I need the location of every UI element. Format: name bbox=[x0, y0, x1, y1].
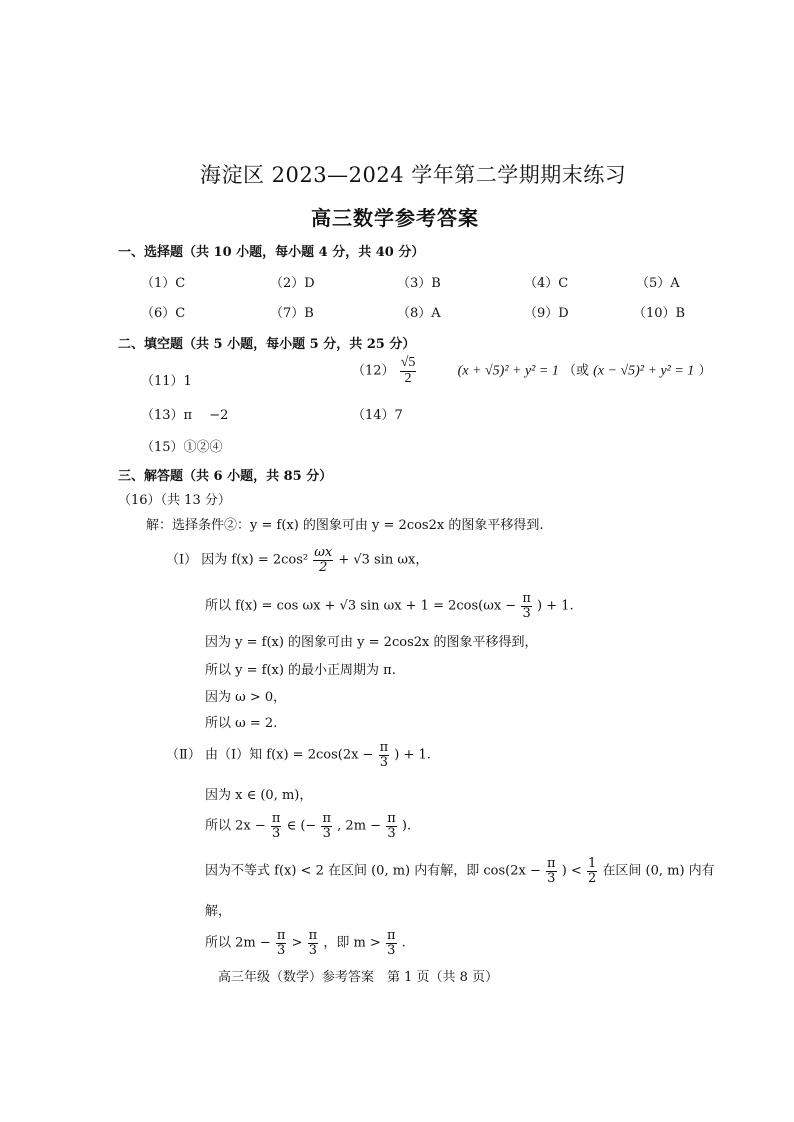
q12-close: ） bbox=[698, 363, 712, 379]
answer-item: （2）D bbox=[270, 276, 315, 291]
fraction-one-half bbox=[587, 857, 597, 885]
denominator: 3 bbox=[387, 825, 396, 841]
numerator: π bbox=[276, 928, 286, 943]
numerator: π bbox=[308, 928, 318, 943]
formula-text: , 2m − bbox=[337, 818, 382, 834]
denominator: 3 bbox=[379, 754, 388, 770]
part2-line6 bbox=[205, 929, 406, 957]
denominator: 2 bbox=[587, 870, 597, 886]
formula-text: . bbox=[401, 935, 406, 951]
part1-line6: 所以 ω = 2. bbox=[205, 716, 278, 731]
formula-text: 所以 f(x) = cos ωx + √3 sin ωx + 1 = 2cos(ωx − bbox=[205, 598, 517, 614]
part2-label: （Ⅱ） bbox=[166, 747, 201, 763]
part2-line3 bbox=[205, 812, 411, 840]
numerator: π bbox=[271, 811, 281, 826]
fraction-omega-x-over-2 bbox=[313, 546, 333, 574]
answer-item: （7）B bbox=[270, 306, 314, 321]
fraction-pi-over-3 bbox=[276, 929, 287, 957]
q12-numerator: √5 bbox=[400, 355, 416, 370]
answer-item: （10）B bbox=[633, 306, 686, 321]
numerator: 1 bbox=[587, 856, 597, 871]
page-subtitle: 高三数学参考答案 bbox=[311, 206, 479, 230]
fill-answer-11: （11）1 bbox=[141, 374, 192, 389]
denominator: 3 bbox=[522, 605, 531, 621]
fraction-pi-over-3 bbox=[386, 812, 397, 840]
answer-item: （4）C bbox=[524, 276, 569, 291]
formula-text: 所以 2m − bbox=[205, 935, 271, 951]
formula-text: ，即 m > bbox=[323, 935, 381, 951]
formula-text: > bbox=[291, 935, 303, 951]
fraction-pi-over-3 bbox=[321, 812, 332, 840]
part1-line5: 因为 ω > 0， bbox=[205, 690, 287, 705]
part2-line4 bbox=[205, 857, 715, 885]
part1-label: （Ⅰ） bbox=[166, 552, 198, 568]
denominator: 3 bbox=[308, 942, 318, 958]
formula-text: 所以 2x − bbox=[205, 818, 266, 834]
section-heading-solve: 三、解答题（共 6 小题，共 85 分） bbox=[118, 469, 333, 484]
fraction-pi-over-3 bbox=[546, 857, 557, 885]
formula-text: ) < bbox=[561, 863, 582, 879]
denominator: 3 bbox=[277, 942, 286, 958]
part1-line1 bbox=[166, 546, 428, 574]
section-heading-choice: 一、选择题（共 10 小题，每小题 4 分，共 40 分） bbox=[118, 245, 425, 260]
answer-item: （5）A bbox=[636, 276, 680, 291]
part2-line1 bbox=[166, 741, 431, 769]
q12-denominator: 2 bbox=[404, 370, 412, 386]
q12-or: （或 bbox=[562, 363, 589, 379]
denominator: 3 bbox=[322, 825, 331, 841]
fraction-pi-over-3 bbox=[521, 592, 532, 620]
question-16-title: （16）（共 13 分） bbox=[118, 493, 231, 508]
page-title: 海淀区 2023—2024 学年第二学期期末练习 bbox=[200, 163, 627, 187]
fill-answer-14: （14）7 bbox=[352, 408, 403, 423]
formula-text: ∈ (− bbox=[286, 818, 317, 834]
part1-line4: 所以 y = f(x) 的最小正周期为 π. bbox=[205, 663, 396, 678]
numerator: ωx bbox=[314, 545, 333, 560]
denominator: 3 bbox=[387, 942, 396, 958]
formula-text: ) + 1. bbox=[537, 598, 574, 614]
numerator: π bbox=[322, 811, 332, 826]
formula-text: ) + 1. bbox=[394, 747, 431, 763]
answer-item: （6）C bbox=[141, 306, 186, 321]
solution-intro: 解：选择条件②：y = f(x) 的图象可由 y = 2cos2x 的图象平移得到. bbox=[146, 518, 544, 533]
q12-equation-2: (x − √5)² + y² = 1 bbox=[593, 363, 695, 379]
denominator: 2 bbox=[319, 559, 328, 575]
fill-answer-12 bbox=[352, 356, 711, 386]
answer-item: （9）D bbox=[524, 306, 569, 321]
formula-text: 因为 f(x) = 2cos² bbox=[201, 552, 309, 568]
fraction-pi-over-3 bbox=[308, 929, 319, 957]
formula-text: ). bbox=[401, 818, 412, 834]
answer-item: （8）A bbox=[397, 306, 441, 321]
fill-answer-13: （13）π −2 bbox=[141, 408, 229, 423]
formula-text: + √3 sin ωx， bbox=[338, 552, 429, 568]
q12-equation-1: (x + √5)² + y² = 1 bbox=[457, 363, 559, 379]
part2-line5: 解， bbox=[205, 904, 232, 919]
numerator: π bbox=[386, 928, 396, 943]
formula-text: 在区间 (0, m) 内有 bbox=[602, 863, 715, 879]
page-footer: 高三年级（数学）参考答案 第 1 页（共 8 页） bbox=[218, 970, 499, 985]
part1-line2 bbox=[205, 592, 574, 620]
fraction-pi-over-3 bbox=[271, 812, 282, 840]
numerator: π bbox=[522, 591, 531, 606]
fraction-pi-over-3 bbox=[386, 929, 397, 957]
formula-text: 由（Ⅰ）知 f(x) = 2cos(2x − bbox=[204, 747, 374, 763]
fraction-pi-over-3 bbox=[379, 741, 390, 769]
part1-line3: 因为 y = f(x) 的图象可由 y = 2cos2x 的图象平移得到， bbox=[205, 635, 538, 650]
formula-text: 因为不等式 f(x) < 2 在区间 (0, m) 内有解，即 cos(2x − bbox=[205, 863, 541, 879]
numerator: π bbox=[387, 811, 396, 826]
q12-fraction bbox=[400, 356, 417, 386]
numerator: π bbox=[379, 740, 389, 755]
denominator: 3 bbox=[272, 825, 281, 841]
section-heading-fill: 二、填空题（共 5 小题，每小题 5 分，共 25 分） bbox=[118, 337, 416, 352]
denominator: 3 bbox=[547, 870, 556, 886]
fill-answer-15: （15）①②④ bbox=[141, 440, 223, 455]
q12-label: （12） bbox=[352, 363, 395, 379]
numerator: π bbox=[547, 856, 556, 871]
answer-item: （3）B bbox=[397, 276, 441, 291]
answer-item: （1）C bbox=[141, 276, 186, 291]
part2-line2: 因为 x ∈ (0, m)， bbox=[205, 788, 313, 803]
